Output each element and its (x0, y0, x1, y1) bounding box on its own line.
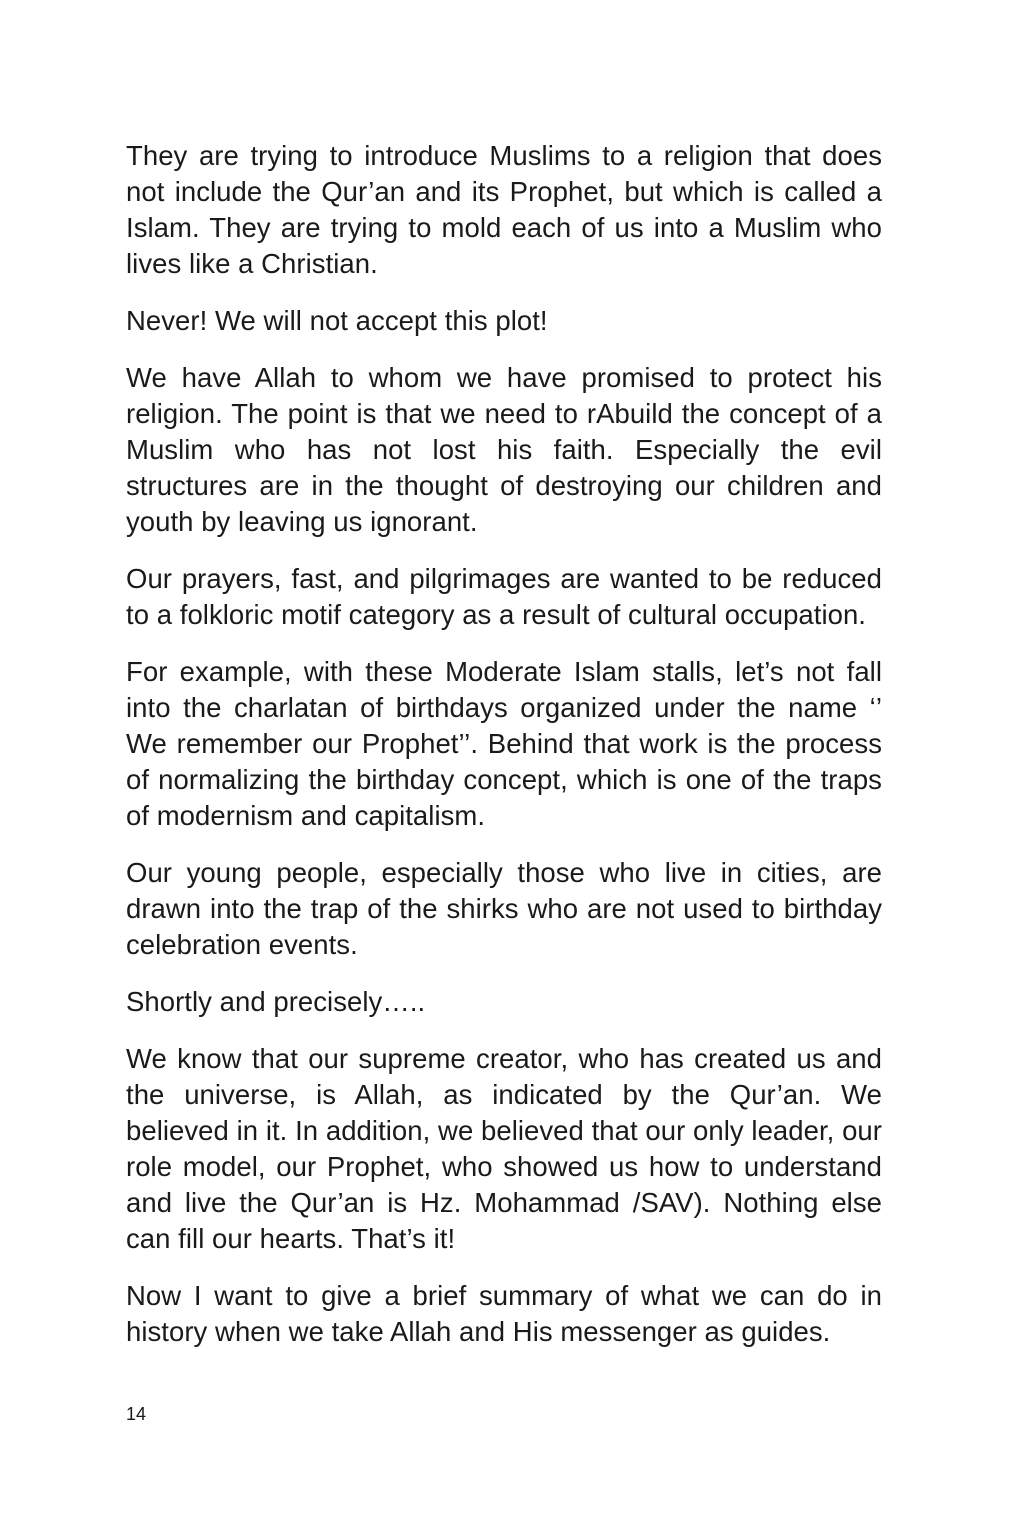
paragraph-1: They are trying to introduce Muslims to a religion that does not include the Qur’an and its Prophet, but which is called a Islam. They are trying to mold each of us into a Muslim who lives like a Christian. (126, 140, 882, 279)
paragraph-4: Our prayers, fast, and pilgrimages are wanted to be reduced to a folkloric motif category as a result of cultural occupation. (126, 563, 882, 630)
paragraph-8: We know that our supreme creator, who has created us and the universe, is Allah, as indicated by the Qur’an. We believed in it. In addition, we believed that our only leader, our role model, our Prophet, who showed us how to understand and live the Qur’an is Hz. Mohammad /SAV). Nothing else can fill our hearts. That’s it! (126, 1043, 882, 1254)
paragraph-7: Shortly and precisely….. (126, 986, 426, 1017)
paragraph-2: Never! We will not accept this plot! (126, 305, 548, 336)
body-text (126, 138, 882, 1371)
page-number: 14 (126, 1404, 147, 1424)
paragraph-6: Our young people, especially those who live in cities, are drawn into the trap of the shirks who are not used to birthday celebration events. (126, 857, 882, 960)
paragraph-3: We have Allah to whom we have promised to protect his religion. The point is that we need to rAbuild the concept of a Muslim who has not lost his faith. Especially the evil structures are in the thought of destroying our children and youth by leaving us ignorant. (126, 362, 882, 537)
paragraph-9: Now I want to give a brief summary of what we can do in history when we take Allah and His messenger as guides. (126, 1280, 882, 1347)
paragraph-5: For example, with these Moderate Islam stalls, let’s not fall into the charlatan of birthdays organized under the name ‘’ We remember our Prophet’’. Behind that work is the process of normalizing the birthday concept, which is one of the traps of modernism and capitalism. (126, 656, 882, 831)
